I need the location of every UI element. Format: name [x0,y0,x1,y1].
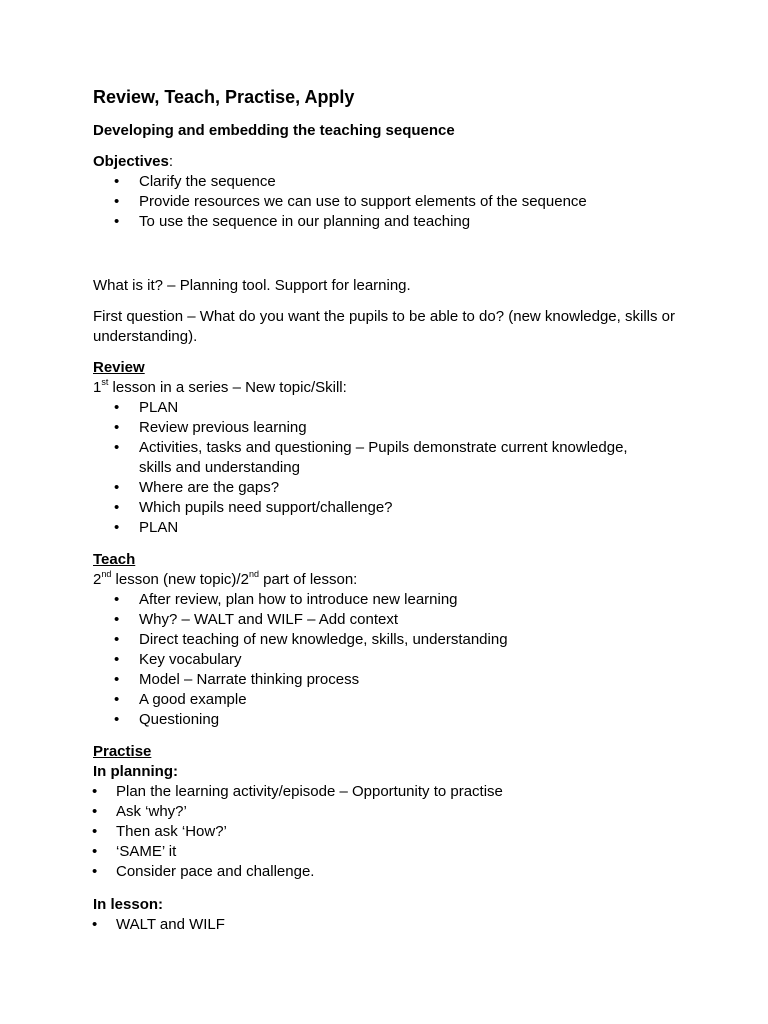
document-title: Review, Teach, Practise, Apply [93,87,355,107]
review-intro-rest: lesson in a series – New topic/Skill: [108,379,347,396]
bullet-icon: • [114,519,120,536]
list-item-text: Clarify the sequence [139,173,276,190]
in-lesson-label: In lesson: [93,896,164,913]
review-list [93,398,659,538]
bullet-icon: • [92,803,98,820]
bullet-icon: • [114,651,120,668]
review-intro-num: 1 [93,379,102,396]
list-item-text: Direct teaching of new knowledge, skills, understanding [139,631,508,648]
list-item [93,398,659,418]
list-item-text: Review previous learning [139,419,307,436]
bullet-icon: • [114,691,120,708]
list-item [93,710,659,730]
list-item [93,862,676,882]
list-item-text: PLAN [139,519,179,536]
teach-list [93,590,659,730]
bullet-icon: • [114,193,120,210]
review-intro-sup: st [101,377,109,387]
list-item [93,670,659,690]
list-item-text: A good example [139,691,247,708]
bullet-icon: • [114,631,120,648]
objectives-label: Objectives [93,153,169,170]
list-item-text: After review, plan how to introduce new learning [139,591,458,608]
bullet-icon: • [92,843,98,860]
objectives-heading [93,152,173,172]
teach-intro [93,570,357,590]
list-item-text: WALT and WILF [116,916,225,933]
in-planning-label: In planning: [93,763,178,780]
list-item-text: Model – Narrate thinking process [139,671,360,688]
list-item-text: Plan the learning activity/episode – Opportunity to practise [116,783,503,800]
planning-list [93,782,676,882]
list-item [93,822,676,842]
teach-intro-sup2: nd [248,569,259,579]
objectives-list [93,172,659,232]
list-item [93,610,659,630]
what-is-it-paragraph: What is it? – Planning tool. Support for learning. [93,277,411,294]
objectives-suffix: : [168,153,174,170]
bullet-icon: • [114,419,120,436]
list-item-text: Why? – WALT and WILF – Add context [139,611,399,628]
bullet-icon: • [114,439,120,456]
list-item [93,212,659,232]
bullet-icon: • [92,783,98,800]
list-item [93,192,659,212]
list-item-text: PLAN [139,399,179,416]
list-item-text: Questioning [139,711,220,728]
list-item [93,172,659,192]
list-item-text: ‘SAME’ it [116,843,177,860]
list-item [93,842,676,862]
bullet-icon: • [114,611,120,628]
review-heading: Review [93,359,145,376]
teach-intro-sup: nd [101,569,112,579]
list-item [93,590,659,610]
first-question-paragraph: First question – What do you want the pupils to be able to do? (new knowledge, skills or understanding). [93,308,675,345]
teach-intro-rest: part of lesson: [258,571,358,588]
bullet-icon: • [114,213,120,230]
bullet-icon: • [114,499,120,516]
list-item [93,650,659,670]
bullet-icon: • [92,863,98,880]
lesson-list [93,915,676,935]
list-item-text: Provide resources we can use to support elements of the sequence [139,193,587,210]
list-item-text: Activities, tasks and questioning – Pupils demonstrate current knowledge, skills and understanding [139,439,628,476]
bullet-icon: • [114,591,120,608]
list-item [93,478,659,498]
list-item [93,630,659,650]
bullet-icon: • [114,479,120,496]
list-item [93,498,659,518]
teach-heading: Teach [93,551,136,568]
list-item [93,418,659,438]
document-subtitle: Developing and embedding the teaching sequence [93,122,455,139]
list-item [93,782,676,802]
list-item [93,518,659,538]
list-item-text: Consider pace and challenge. [116,863,315,880]
bullet-icon: • [92,916,98,933]
list-item [93,690,659,710]
bullet-icon: • [114,671,120,688]
list-item-text: Ask ‘why?’ [116,803,187,820]
list-item-text: Where are the gaps? [139,479,280,496]
list-item-text: Key vocabulary [139,651,242,668]
practise-heading: Practise [93,743,152,760]
list-item [93,438,659,478]
bullet-icon: • [114,399,120,416]
teach-intro-mid: lesson (new topic)/2 [111,571,249,588]
bullet-icon: • [114,711,120,728]
teach-intro-num: 2 [93,571,102,588]
list-item-text: Then ask ‘How?’ [116,823,227,840]
bullet-icon: • [114,173,120,190]
bullet-icon: • [92,823,98,840]
list-item [93,802,676,822]
list-item-text: Which pupils need support/challenge? [139,499,393,516]
list-item-text: To use the sequence in our planning and teaching [139,213,471,230]
review-intro [93,378,347,398]
list-item [93,915,676,935]
